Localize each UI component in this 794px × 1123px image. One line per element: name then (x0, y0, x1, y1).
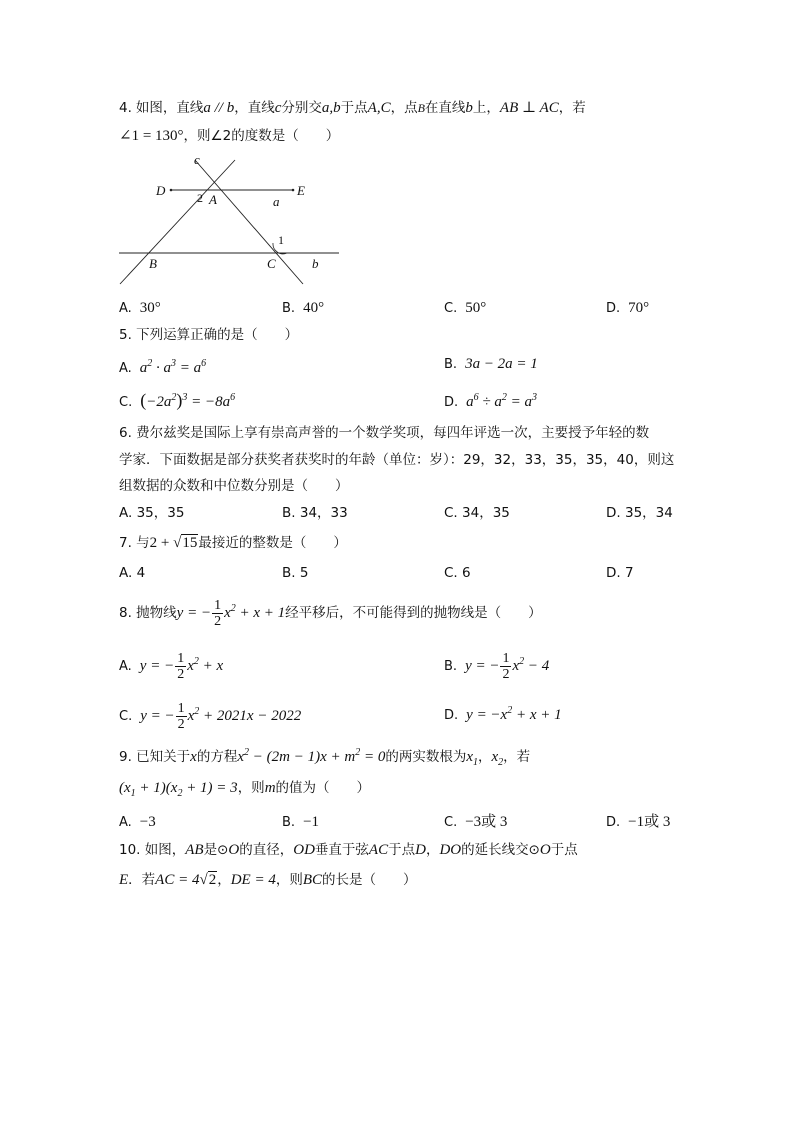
q7-option-a[interactable]: A. 4 (119, 565, 146, 581)
q7-option-d[interactable]: D. 7 (606, 565, 634, 581)
label-1: 1 (278, 233, 284, 247)
question-6-line-2: 学家．下面数据是部分获奖者获奖时的年龄（单位：岁）：29，32，33，35，35，40，则这 (119, 452, 675, 468)
q5-option-a[interactable]: A. $a^2 \cdot a^3 = a^6$ (119, 358, 207, 376)
question-4-line-2: ∠1 = 130°，则∠2的度数是（ ） (119, 128, 340, 144)
q5-option-b[interactable]: B. 3a − 2a = 1 (444, 356, 538, 372)
q4-option-c[interactable]: C. 50° (444, 300, 487, 316)
question-9-line-2: $(x_1 + 1)(x_2 + 1) = 3$，则m的值为（ ） (119, 780, 371, 799)
q6-option-c[interactable]: C. 34，35 (444, 505, 510, 521)
label-b-point: B (149, 256, 157, 271)
question-4-line-1: 4. 如图，直线a // b，直线c分别交a,b于点A,C，点B在直线b上，AB ⊥ AC，若 (119, 100, 586, 116)
line-c (195, 160, 303, 284)
q4-option-d[interactable]: D. 70° (606, 300, 650, 316)
q9-option-d[interactable]: D. −1或 3 (606, 814, 671, 830)
label-2: 2 (197, 191, 203, 205)
point-d (170, 189, 173, 192)
point-e (292, 189, 295, 192)
q7-option-c[interactable]: C. 6 (444, 565, 471, 581)
q9-option-b[interactable]: B. −1 (282, 814, 320, 830)
q9-option-a[interactable]: A. −3 (119, 814, 156, 830)
q8-option-b[interactable]: B. y = − $\frac{1}{2}$ $x^2 - 4$ (444, 651, 550, 682)
q6-option-d[interactable]: D. 35，34 (606, 505, 673, 521)
q7-option-b[interactable]: B. 5 (282, 565, 309, 581)
label-d: D (156, 183, 166, 198)
question-6-line-3: 组数据的众数和中位数分别是（ ） (119, 478, 349, 494)
q6-option-a[interactable]: A. 35，35 (119, 505, 185, 521)
q4-geometry-figure (115, 150, 350, 290)
q5-option-c[interactable]: C. $(-2a^2)^3 = -8a^6$ (119, 390, 236, 410)
line-ab (120, 160, 235, 284)
q9-option-c[interactable]: C. −3或 3 (444, 814, 508, 830)
question-10-line-1: 10. 如图，AB是⊙O的直径，OD垂直于弦AC于点D，DO的延长线交⊙O于点 (119, 842, 578, 858)
q8-option-c[interactable]: C. y = − $\frac{1}{2}$ $x^2 + 2021x - 2022$ (119, 701, 302, 732)
q4-option-a[interactable]: A. 30° (119, 300, 161, 316)
question-8-stem: 8. 抛物线y = − $\frac{1}{2}$ $x^2 + x + 1$经平移后，不可能得到的抛物线是（ ） (119, 598, 542, 629)
label-e: E (297, 183, 305, 198)
label-b-line: b (312, 256, 319, 271)
label-c-point: C (267, 256, 276, 271)
q8-option-a[interactable]: A. y = − $\frac{1}{2}$ $x^2 + x$ (119, 651, 224, 682)
question-7-stem: 7. 与2 + √15最接近的整数是（ ） (119, 535, 347, 551)
q5-option-d[interactable]: D. $a^6 \div a^2 = a^3$ (444, 392, 538, 410)
question-9-line-1: 9. 已知关于x的方程$x^2 - (2m - 1)x + m^2 = 0$的两实数根为$x_1$，$x_2$，若 (119, 747, 531, 768)
label-c-line: c (194, 152, 200, 167)
q8-option-d[interactable]: D. $y = -x^2 + x + 1$ (444, 705, 562, 723)
q4-option-b[interactable]: B. 40° (282, 300, 325, 316)
label-a-line: a (273, 194, 280, 209)
question-10-line-2: E．若AC = 4√2，DE = 4，则BC的长是（ ） (119, 872, 417, 888)
question-5-stem: 5. 下列运算正确的是（ ） (119, 327, 299, 343)
label-a-point: A (209, 192, 217, 207)
question-6-line-1: 6. 费尔兹奖是国际上享有崇高声誉的一个数学奖项，每四年评选一次，主要授予年轻的数 (119, 425, 650, 441)
q6-option-b[interactable]: B. 34，33 (282, 505, 348, 521)
